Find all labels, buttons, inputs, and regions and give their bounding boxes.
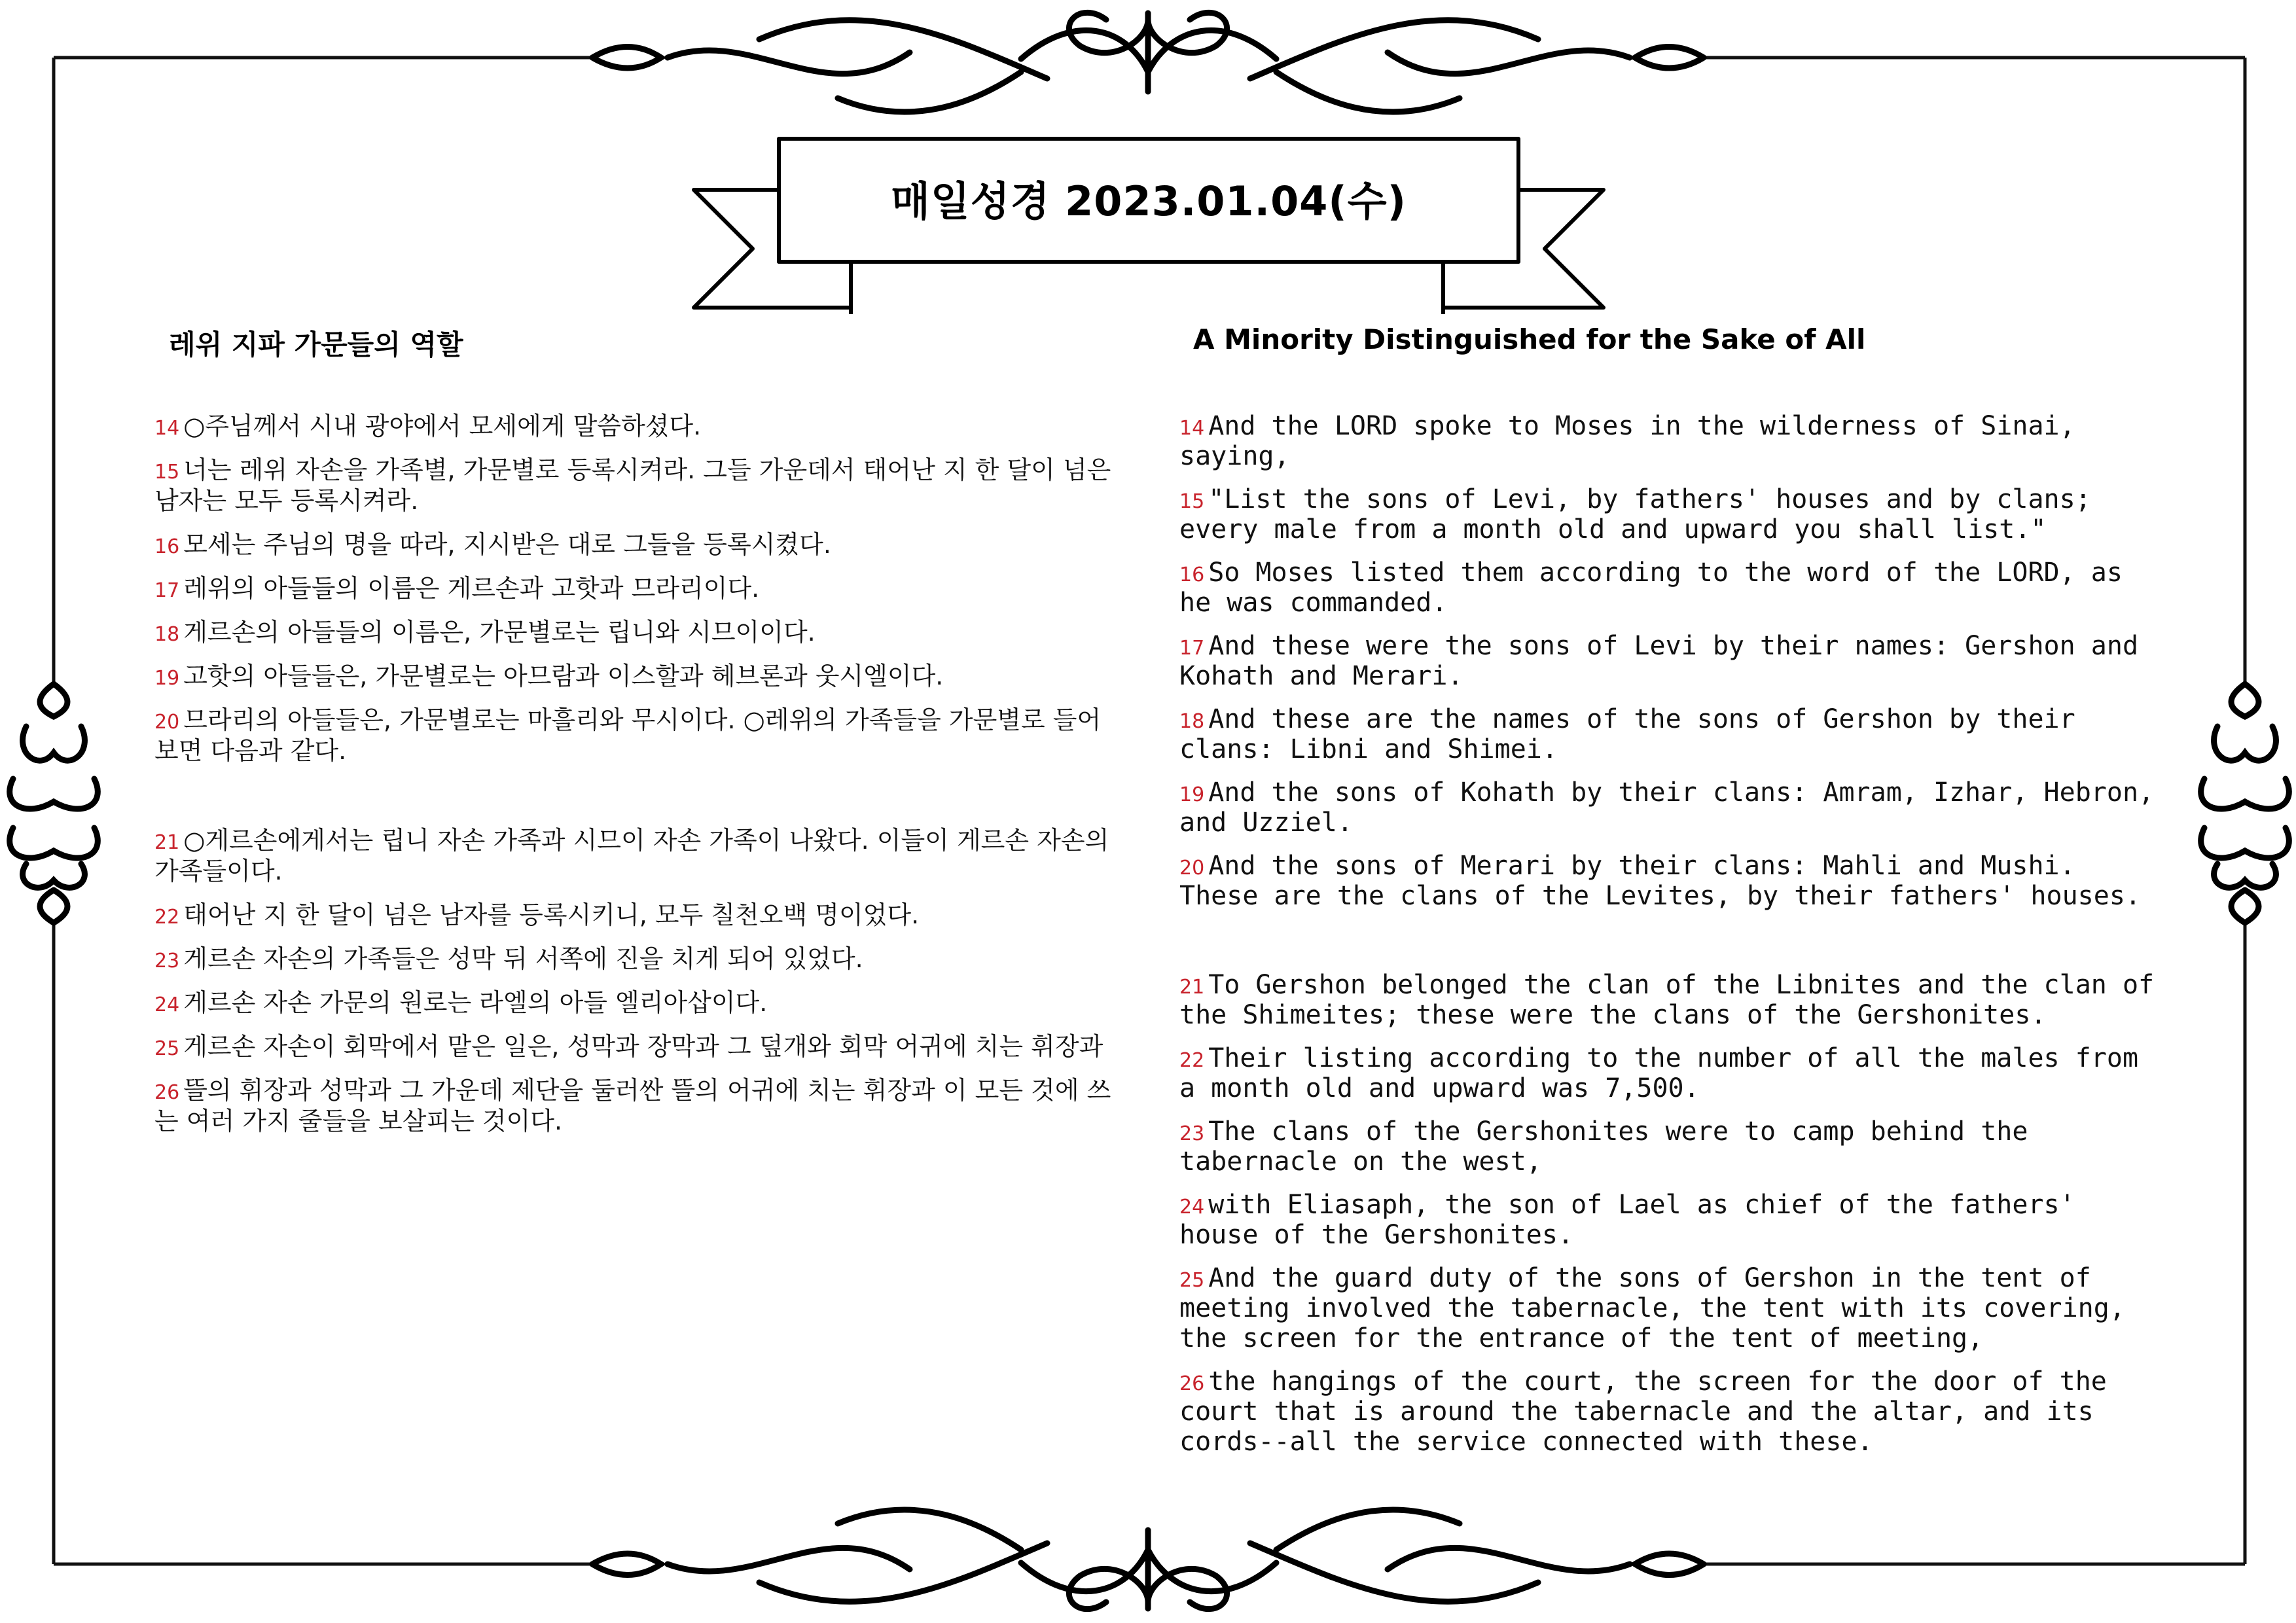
verse-text: 므라리의 아들들은, 가문별로는 마흘리와 무시이다. ○레위의 가족들을 가문별로 들어 보면 다음과 같다.	[154, 705, 1102, 765]
verse-number: 17	[154, 579, 180, 602]
verse-21-korean	[154, 825, 1123, 887]
verse-21-english	[1179, 970, 2155, 1030]
top-flourish-ornament	[592, 12, 1704, 112]
verse-17-english	[1179, 631, 2155, 691]
right-side-ornament	[2201, 684, 2289, 923]
verse-text: the hangings of the court, the screen for the door of the court that is around the tabernacle and the altar, and its cords--all the service connected with these.	[1179, 1366, 2107, 1457]
verse-text: So Moses listed them according to the word of the LORD, as he was commanded.	[1179, 558, 2123, 618]
verse-number: 26	[1179, 1372, 1205, 1395]
verse-14-korean	[154, 411, 1123, 442]
verse-number: 19	[1179, 783, 1205, 806]
verse-number: 16	[1179, 563, 1205, 586]
verse-19-korean	[154, 661, 1123, 692]
verse-16-korean	[154, 529, 1123, 560]
verse-number: 15	[1179, 490, 1205, 513]
verse-text: 태어난 지 한 달이 넘은 남자를 등록시키니, 모두 칠천오백 명이었다.	[183, 901, 920, 929]
verse-text: And the LORD spoke to Moses in the wilderness of Sinai, saying,	[1179, 411, 2075, 471]
verse-text: And the sons of Kohath by their clans: Amram, Izhar, Hebron, and Uzziel.	[1179, 777, 2155, 838]
verse-text: 고핫의 아들들은, 가문별로는 아므람과 이스할과 헤브론과 웃시엘이다.	[183, 662, 944, 690]
verse-number: 21	[154, 831, 180, 854]
verse-number: 15	[154, 461, 180, 484]
verse-text: And these were the sons of Levi by their names: Gershon and Kohath and Merari.	[1179, 631, 2139, 691]
verse-15-english	[1179, 484, 2155, 544]
verse-text: And the guard duty of the sons of Gershon in the tent of meeting involved the tabernacle, the tent with its covering, the screen for the entrance of the tent of meeting,	[1179, 1263, 2125, 1353]
verse-number: 26	[154, 1081, 180, 1104]
verse-text: To Gershon belonged the clan of the Libnites and the clan of the Shimeites; these were the clans of the Gershonites.	[1179, 970, 2155, 1030]
verse-text: 뜰의 휘장과 성막과 그 가운데 제단을 둘러싼 뜰의 어귀에 치는 휘장과 이 모든 것에 쓰는 여러 가지 줄들을 보살피는 것이다.	[154, 1076, 1111, 1135]
verse-text: "List the sons of Levi, by fathers' houses and by clans; every male from a month old and upward you shall list."	[1179, 484, 2091, 544]
verse-number: 17	[1179, 637, 1205, 660]
verse-number: 24	[154, 993, 180, 1016]
verse-number: 18	[154, 623, 180, 646]
verse-number: 23	[154, 950, 180, 972]
english-section-heading: A Minority Distinguished for the Sake of All	[1193, 323, 1866, 355]
verse-22-korean	[154, 900, 1123, 931]
verse-number: 19	[154, 667, 180, 690]
verse-number: 25	[1179, 1269, 1205, 1292]
verse-text: ○주님께서 시내 광야에서 모세에게 말씀하셨다.	[183, 412, 702, 440]
verse-15-korean	[154, 455, 1123, 516]
verse-14-english	[1179, 411, 2155, 471]
verse-20-korean	[154, 705, 1123, 766]
left-side-ornament	[10, 684, 98, 923]
verse-number: 18	[1179, 710, 1205, 733]
verse-text: And these are the names of the sons of Gershon by their clans: Libni and Shimei.	[1179, 704, 2075, 764]
verse-25-korean	[154, 1031, 1123, 1062]
verse-17-korean	[154, 573, 1123, 604]
verse-26-english	[1179, 1366, 2155, 1457]
verse-text: 모세는 주님의 명을 따라, 지시받은 대로 그들을 등록시켰다.	[183, 530, 831, 559]
verse-22-english	[1179, 1043, 2155, 1103]
verse-text: 레위의 아들들의 이름은 게르손과 고핫과 므라리이다.	[183, 574, 760, 603]
verse-19-english	[1179, 777, 2155, 838]
korean-section-heading: 레위 지파 가문들의 역할	[169, 329, 463, 361]
verse-20-english	[1179, 851, 2155, 911]
verse-text: 게르손 자손의 가족들은 성막 뒤 서쪽에 진을 치게 되어 있었다.	[183, 944, 863, 973]
verse-number: 22	[154, 906, 180, 929]
verse-number: 14	[154, 417, 180, 440]
verse-18-korean	[154, 617, 1123, 648]
bottom-flourish-ornament	[592, 1510, 1704, 1609]
verse-number: 21	[1179, 976, 1205, 999]
verse-26-korean	[154, 1075, 1123, 1137]
verse-number: 23	[1179, 1122, 1205, 1145]
verse-24-korean	[154, 988, 1123, 1018]
verse-text: 너는 레위 자손을 가족별, 가문별로 등록시켜라. 그들 가운데서 태어난 지 한 달이 넘은 남자는 모두 등록시켜라.	[154, 455, 1111, 515]
verse-text: Their listing according to the number of all the males from a month old and upward was 7,500.	[1179, 1043, 2139, 1103]
verse-number: 25	[154, 1037, 180, 1060]
verse-number: 20	[1179, 857, 1205, 880]
korean-verses-column	[154, 411, 1123, 1150]
verse-text: with Eliasaph, the son of Lael as chief of the fathers' house of the Gershonites.	[1179, 1190, 2075, 1250]
verse-number: 16	[154, 535, 180, 558]
verse-text: 게르손 자손이 회막에서 맡은 일은, 성막과 장막과 그 덮개와 회막 어귀에 치는 휘장과	[183, 1032, 1103, 1061]
verse-text: 게르손 자손 가문의 원로는 라엘의 아들 엘리아삽이다.	[183, 988, 768, 1017]
verse-number: 20	[154, 711, 180, 734]
verse-text: ○게르손에게서는 립니 자손 가족과 시므이 자손 가족이 나왔다. 이들이 게르손 자손의 가족들이다.	[154, 826, 1109, 885]
verse-number: 14	[1179, 417, 1205, 440]
verse-23-korean	[154, 944, 1123, 974]
english-verses-column	[1179, 411, 2155, 1470]
verse-text: The clans of the Gershonites were to camp behind the tabernacle on the west,	[1179, 1116, 2028, 1177]
verse-text: And the sons of Merari by their clans: Mahli and Mushi. These are the clans of the Levites, by their fathers' houses.	[1179, 851, 2142, 911]
verse-number: 22	[1179, 1049, 1205, 1072]
banner-title: 매일성경 2023.01.04(수)	[891, 177, 1407, 225]
verse-number: 24	[1179, 1196, 1205, 1219]
verse-24-english	[1179, 1190, 2155, 1250]
verse-18-english	[1179, 704, 2155, 764]
verse-25-english	[1179, 1263, 2155, 1353]
verse-23-english	[1179, 1116, 2155, 1177]
verse-16-english	[1179, 558, 2155, 618]
verse-text: 게르손의 아들들의 이름은, 가문별로는 립니와 시므이이다.	[183, 618, 816, 647]
